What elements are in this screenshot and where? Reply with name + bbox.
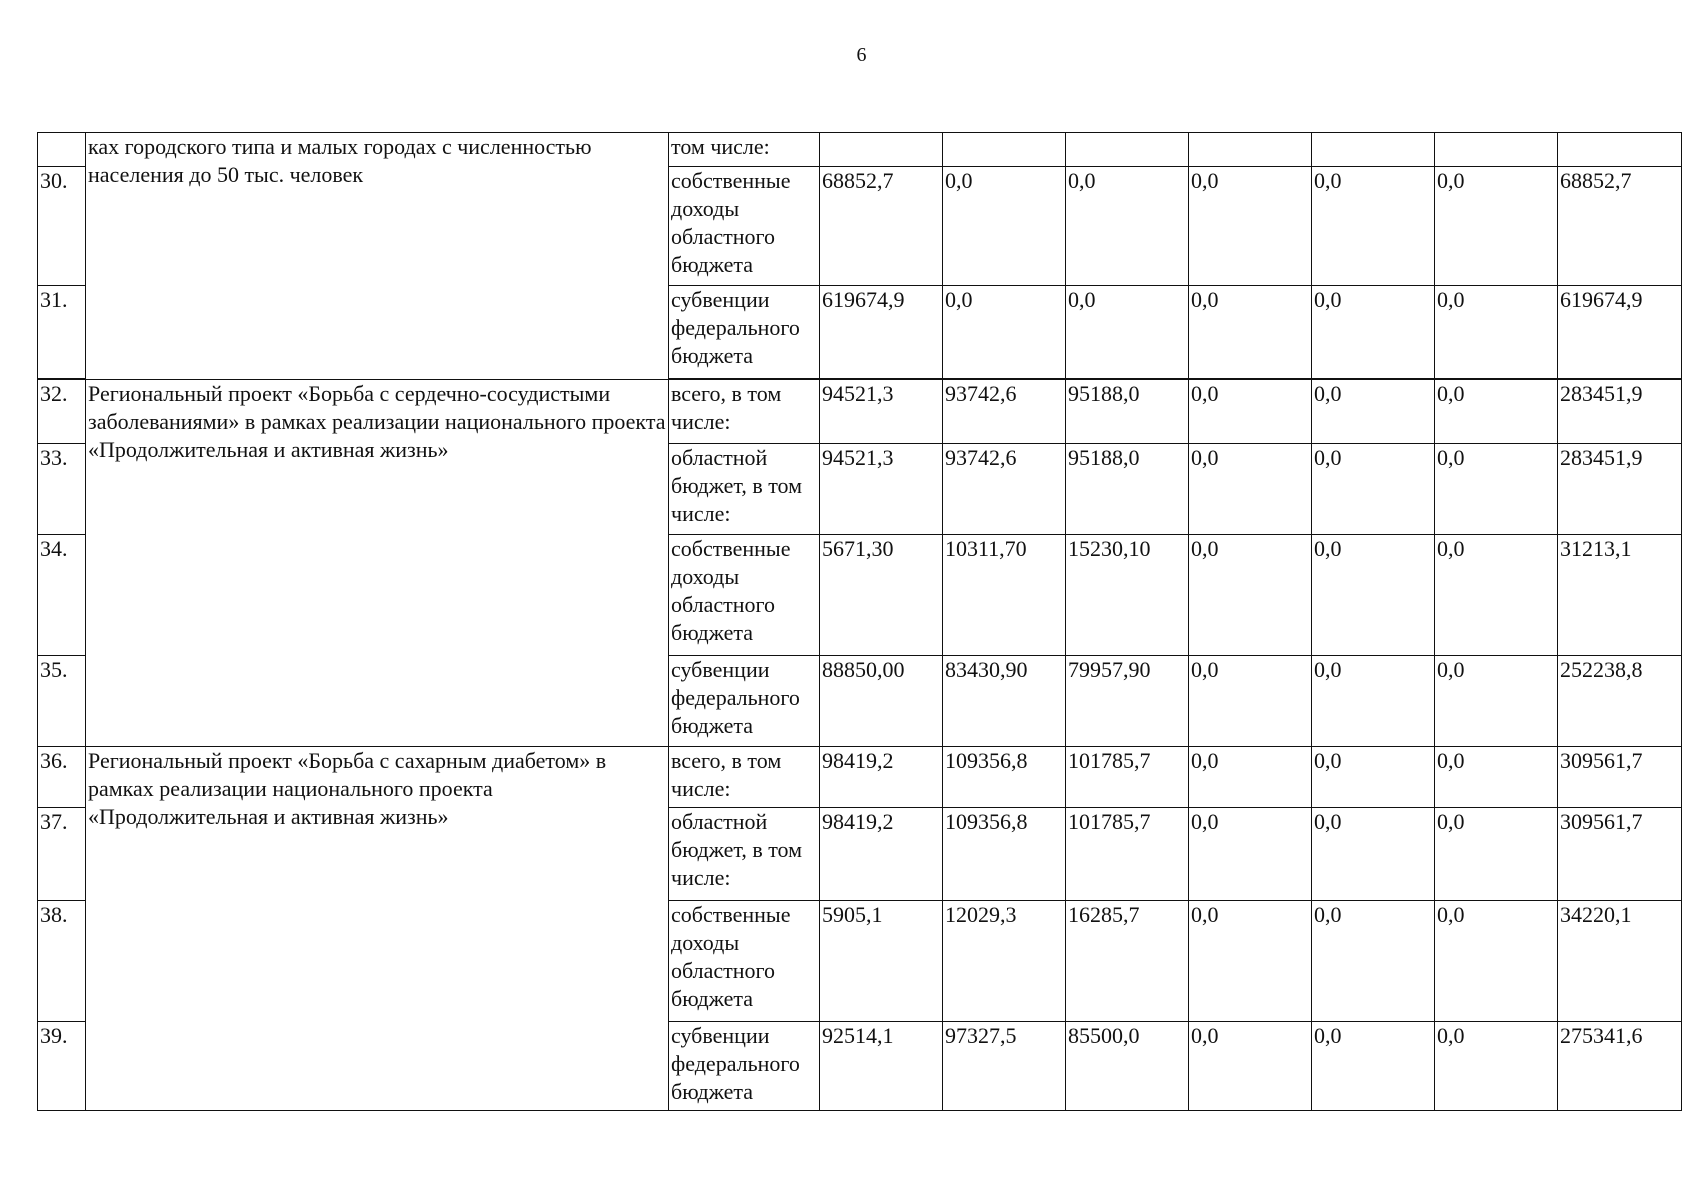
- value-cell: [1189, 133, 1312, 167]
- value-cell: 0,0: [1435, 1022, 1558, 1111]
- value-cell: 0,0: [1312, 1022, 1435, 1111]
- value-cell: 94521,3: [820, 444, 943, 535]
- program-name-cell: ках городского типа и малых городах с численностью населения до 50 тыс. человек: [86, 133, 669, 380]
- value-cell: 0,0: [1312, 535, 1435, 656]
- value-cell: 0,0: [1189, 1022, 1312, 1111]
- value-cell: 0,0: [1312, 444, 1435, 535]
- funding-source-cell: собственные доходы областного бюджета: [669, 901, 820, 1022]
- value-cell: 283451,9: [1558, 380, 1682, 444]
- value-cell: 68852,7: [1558, 167, 1682, 286]
- value-cell: 93742,6: [943, 380, 1066, 444]
- value-cell: 0,0: [1435, 535, 1558, 656]
- value-cell: 31213,1: [1558, 535, 1682, 656]
- value-cell: 16285,7: [1066, 901, 1189, 1022]
- value-cell: 101785,7: [1066, 747, 1189, 808]
- value-cell: 0,0: [1066, 167, 1189, 286]
- funding-source-cell: собственные доходы областного бюджета: [669, 535, 820, 656]
- value-cell: 275341,6: [1558, 1022, 1682, 1111]
- value-cell: 88850,00: [820, 656, 943, 747]
- value-cell: 0,0: [1435, 808, 1558, 901]
- row-number-cell: 35.: [38, 656, 86, 747]
- value-cell: 97327,5: [943, 1022, 1066, 1111]
- project-name-cell: Региональный проект «Борьба с сахарным диабетом» в рамках реализации национального проекта «Продолжительная и активная жизнь»: [86, 747, 669, 1111]
- value-cell: 0,0: [1189, 901, 1312, 1022]
- value-cell: 5671,30: [820, 535, 943, 656]
- value-cell: 0,0: [1435, 286, 1558, 379]
- value-cell: 619674,9: [820, 286, 943, 379]
- table-row: [38, 747, 1682, 808]
- value-cell: 0,0: [1312, 656, 1435, 747]
- row-number-cell: 30.: [38, 167, 86, 286]
- value-cell: [1558, 133, 1682, 167]
- value-cell: 0,0: [1435, 444, 1558, 535]
- funding-source-cell: субвенции федерального бюджета: [669, 656, 820, 747]
- value-cell: 0,0: [1189, 535, 1312, 656]
- value-cell: 309561,7: [1558, 747, 1682, 808]
- value-cell: 0,0: [943, 286, 1066, 379]
- table-row: [38, 380, 1682, 444]
- row-number-cell: 33.: [38, 444, 86, 535]
- value-cell: 5905,1: [820, 901, 943, 1022]
- value-cell: 68852,7: [820, 167, 943, 286]
- funding-source-cell: всего, в том числе:: [669, 747, 820, 808]
- value-cell: 0,0: [1312, 286, 1435, 379]
- funding-source-cell: областной бюджет, в том числе:: [669, 444, 820, 535]
- value-cell: [1312, 133, 1435, 167]
- value-cell: 619674,9: [1558, 286, 1682, 379]
- value-cell: 0,0: [1435, 747, 1558, 808]
- value-cell: 95188,0: [1066, 380, 1189, 444]
- value-cell: 0,0: [1435, 901, 1558, 1022]
- row-number-cell: 34.: [38, 535, 86, 656]
- value-cell: [1066, 133, 1189, 167]
- value-cell: 93742,6: [943, 444, 1066, 535]
- value-cell: 98419,2: [820, 747, 943, 808]
- value-cell: 0,0: [1435, 380, 1558, 444]
- project-name-cell: Региональный проект «Борьба с сердечно-сосудистыми заболеваниями» в рамках реализации национального проекта «Продолжительная и активная жизнь»: [86, 380, 669, 747]
- table-row: [38, 133, 1682, 167]
- value-cell: 0,0: [1189, 167, 1312, 286]
- budget-table: [37, 132, 1682, 1111]
- value-cell: 0,0: [1189, 808, 1312, 901]
- value-cell: 95188,0: [1066, 444, 1189, 535]
- value-cell: 0,0: [1189, 286, 1312, 379]
- funding-source-cell: субвенции федерального бюджета: [669, 1022, 820, 1111]
- value-cell: 283451,9: [1558, 444, 1682, 535]
- value-cell: 0,0: [1312, 167, 1435, 286]
- value-cell: 109356,8: [943, 747, 1066, 808]
- row-number-cell: [38, 133, 86, 167]
- value-cell: 94521,3: [820, 380, 943, 444]
- value-cell: 0,0: [1189, 380, 1312, 444]
- value-cell: 0,0: [1312, 747, 1435, 808]
- value-cell: 0,0: [1312, 808, 1435, 901]
- value-cell: 0,0: [1435, 656, 1558, 747]
- value-cell: 0,0: [1312, 901, 1435, 1022]
- value-cell: 98419,2: [820, 808, 943, 901]
- row-number-cell: 36.: [38, 747, 86, 808]
- value-cell: 0,0: [1066, 286, 1189, 379]
- row-number-cell: 31.: [38, 286, 86, 379]
- value-cell: 92514,1: [820, 1022, 943, 1111]
- value-cell: 0,0: [1312, 380, 1435, 444]
- row-number-cell: 37.: [38, 808, 86, 901]
- page-number: 6: [856, 44, 867, 66]
- row-number-cell: 39.: [38, 1022, 86, 1111]
- funding-source-cell: том числе:: [669, 133, 820, 167]
- value-cell: [1435, 133, 1558, 167]
- funding-source-cell: всего, в том числе:: [669, 380, 820, 444]
- funding-source-cell: собственные доходы областного бюджета: [669, 167, 820, 286]
- value-cell: 34220,1: [1558, 901, 1682, 1022]
- value-cell: 0,0: [1189, 747, 1312, 808]
- value-cell: 0,0: [1435, 167, 1558, 286]
- row-number-cell: 32.: [38, 380, 86, 444]
- value-cell: [820, 133, 943, 167]
- value-cell: 109356,8: [943, 808, 1066, 901]
- value-cell: 12029,3: [943, 901, 1066, 1022]
- value-cell: 309561,7: [1558, 808, 1682, 901]
- funding-source-cell: субвенции федерального бюджета: [669, 286, 820, 379]
- row-number-cell: 38.: [38, 901, 86, 1022]
- value-cell: 79957,90: [1066, 656, 1189, 747]
- value-cell: 0,0: [943, 167, 1066, 286]
- value-cell: 0,0: [1189, 444, 1312, 535]
- value-cell: 0,0: [1189, 656, 1312, 747]
- value-cell: 15230,10: [1066, 535, 1189, 656]
- value-cell: 10311,70: [943, 535, 1066, 656]
- funding-source-cell: областной бюджет, в том числе:: [669, 808, 820, 901]
- value-cell: 85500,0: [1066, 1022, 1189, 1111]
- value-cell: 83430,90: [943, 656, 1066, 747]
- value-cell: 101785,7: [1066, 808, 1189, 901]
- value-cell: [943, 133, 1066, 167]
- value-cell: 252238,8: [1558, 656, 1682, 747]
